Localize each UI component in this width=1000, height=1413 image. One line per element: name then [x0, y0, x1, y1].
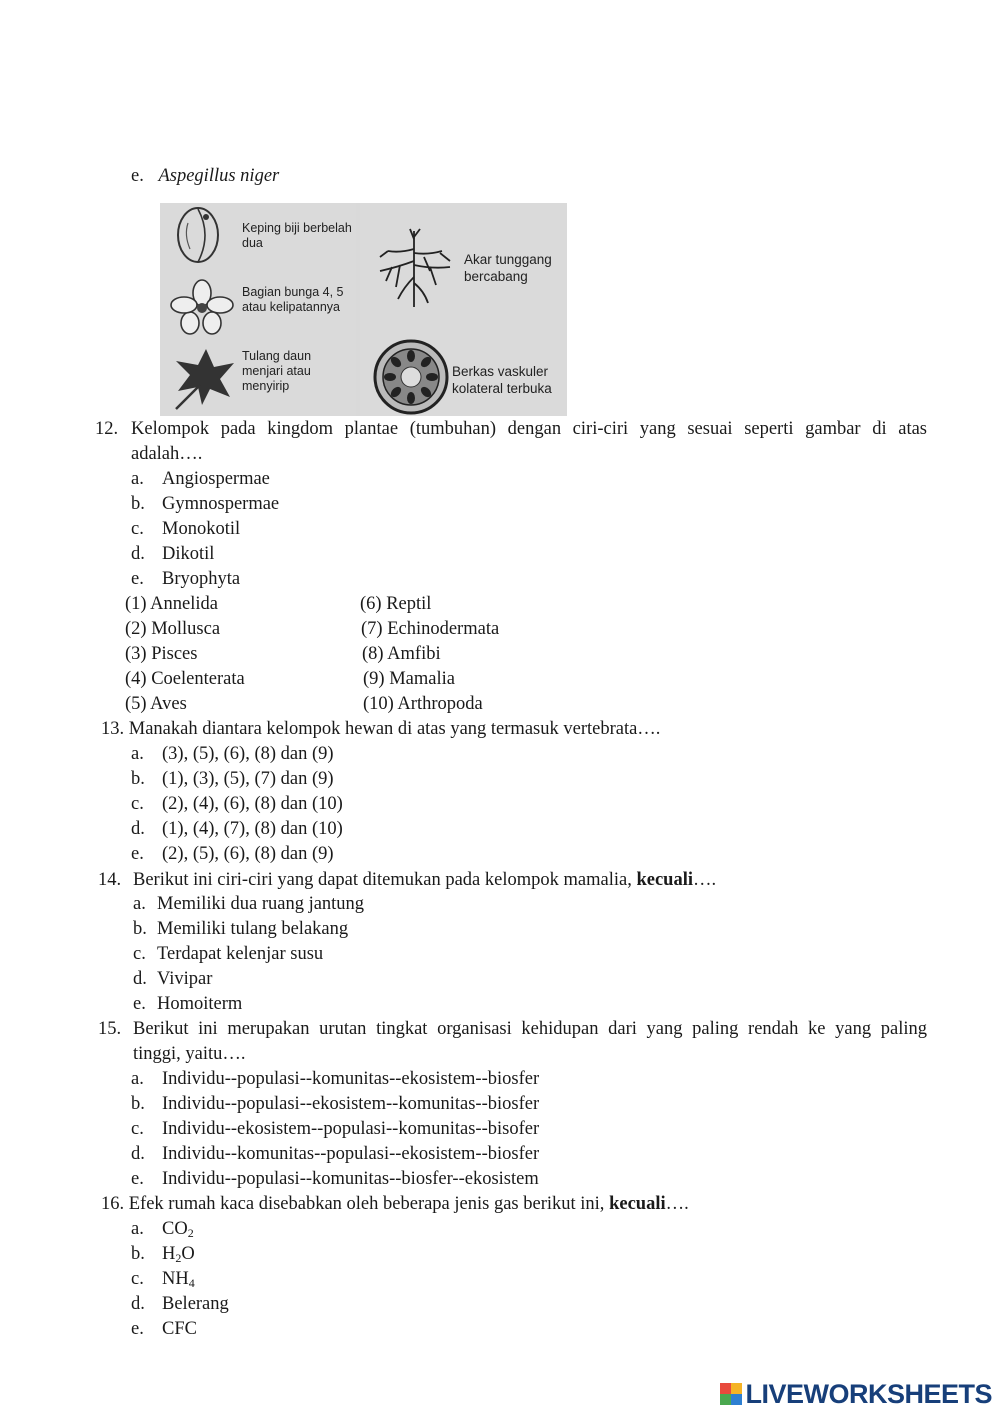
- option-text: Individu--populasi--ekosistem--komunitas--biosfer: [162, 1094, 540, 1114]
- option-letter: e.: [131, 166, 144, 186]
- option-letter: b.: [131, 769, 145, 789]
- formula-main: NH: [162, 1269, 189, 1289]
- question-text: Manakah diantara kelompok hewan di atas yang termasuk vertebrata….: [128, 719, 661, 739]
- option-letter: a.: [131, 1069, 144, 1089]
- q12-number: 12.: [95, 419, 119, 439]
- q14-option-e[interactable]: [133, 993, 243, 1015]
- q13-option-c[interactable]: [131, 793, 343, 815]
- logo-square-green: [720, 1394, 731, 1405]
- q16-option-a[interactable]: [131, 1218, 194, 1240]
- q14-option-c[interactable]: [133, 943, 324, 965]
- plant-characteristics-figure: [160, 203, 567, 416]
- animal-item: (5) Aves: [125, 694, 187, 714]
- q12-text-line1: Kelompok pada kingdom plantae (tumbuhan) dengan ciri-ciri yang sesuai seperti gambar di atas: [131, 419, 927, 439]
- option-text: [162, 1268, 195, 1290]
- animal-item: (7) Echinodermata: [361, 619, 500, 639]
- question-emphasis: kecuali: [636, 870, 693, 890]
- option-text: (1), (4), (7), (8) dan (10): [162, 819, 343, 839]
- formula-tail: O: [181, 1244, 195, 1264]
- option-letter: e.: [131, 569, 144, 589]
- q15-number: 15.: [98, 1019, 122, 1039]
- option-text: Memiliki tulang belakang: [157, 919, 349, 939]
- seed-icon: [168, 205, 236, 267]
- logo-square-yellow: [731, 1383, 742, 1394]
- q13-option-a[interactable]: [131, 743, 334, 765]
- option-text: Belerang: [162, 1294, 229, 1314]
- question-emphasis: kecuali: [609, 1194, 666, 1214]
- animal-item: (1) Annelida: [125, 594, 218, 614]
- option-letter: a.: [131, 469, 144, 489]
- prev-option-e: [131, 165, 279, 187]
- option-text: [162, 1218, 194, 1240]
- animal-item: (10) Arthropoda: [363, 694, 483, 714]
- q15-text-line2: tinggi, yaitu….: [133, 1044, 246, 1064]
- q12-option-e[interactable]: [131, 568, 241, 590]
- label-tulang-daun: Tulang daun menjari atau menyirip: [242, 349, 312, 393]
- option-letter: c.: [131, 1119, 144, 1139]
- option-text: [162, 1243, 195, 1265]
- animal-item: (6) Reptil: [360, 594, 432, 614]
- q15-option-c[interactable]: [131, 1118, 540, 1140]
- formula-subscript: 2: [175, 1251, 182, 1265]
- label-keping-biji: Keping biji berbelah dua: [242, 221, 352, 250]
- logo-square-blue: [731, 1394, 742, 1405]
- option-letter: d.: [131, 1294, 145, 1314]
- option-text: Angiospermae: [162, 469, 270, 489]
- option-text: Gymnospermae: [162, 494, 280, 514]
- q15-option-d[interactable]: [131, 1143, 540, 1165]
- q13-option-d[interactable]: [131, 818, 343, 840]
- q12-option-a[interactable]: [131, 468, 270, 490]
- q13-option-e[interactable]: [131, 843, 334, 865]
- question-number: 16.: [101, 1194, 125, 1214]
- question-ellipsis: ….: [665, 1194, 689, 1214]
- option-text: Monokotil: [162, 519, 241, 539]
- option-letter: b.: [131, 1244, 145, 1264]
- label-bagian-bunga: Bagian bunga 4, 5 atau kelipatannya: [242, 285, 344, 314]
- option-letter: e.: [131, 1169, 144, 1189]
- option-letter: b.: [131, 494, 145, 514]
- logo-square-red: [720, 1383, 731, 1394]
- question-text: Berikut ini ciri-ciri yang dapat ditemukan pada kelompok mamalia,: [133, 870, 637, 890]
- option-letter: d.: [131, 819, 145, 839]
- option-text: Individu--populasi--komunitas--biosfer--ekosistem: [162, 1169, 539, 1189]
- option-letter: d.: [133, 969, 147, 989]
- option-text: Individu--komunitas--populasi--ekosistem--biosfer: [162, 1144, 540, 1164]
- option-letter: c.: [133, 944, 146, 964]
- animal-item: (3) Pisces: [125, 644, 198, 664]
- option-letter: a.: [131, 744, 144, 764]
- option-text: Homoiterm: [157, 994, 243, 1014]
- formula-subscript: 4: [188, 1276, 195, 1290]
- q16-option-b[interactable]: [131, 1243, 195, 1265]
- q16-option-e[interactable]: [131, 1318, 197, 1340]
- q14-option-d[interactable]: [133, 968, 213, 990]
- option-text: Aspegillus niger: [158, 166, 280, 186]
- formula-subscript: 2: [187, 1226, 194, 1240]
- q14-option-b[interactable]: [133, 918, 349, 940]
- q14-option-a[interactable]: [133, 893, 365, 915]
- q14-text: [133, 869, 716, 891]
- option-letter: c.: [131, 1269, 144, 1289]
- question-text: Efek rumah kaca disebabkan oleh beberapa jenis gas berikut ini,: [128, 1194, 610, 1214]
- question-ellipsis: ….: [693, 870, 717, 890]
- question-number: 13.: [101, 719, 125, 739]
- q12-option-c[interactable]: [131, 518, 241, 540]
- option-text: Individu--populasi--komunitas--ekosistem--biosfer: [162, 1069, 540, 1089]
- option-letter: c.: [131, 794, 144, 814]
- flower-icon: [170, 279, 234, 335]
- formula-main: CO: [162, 1219, 188, 1239]
- q15-text-line1: Berikut ini merupakan urutan tingkat organisasi kehidupan dari yang paling rendah ke yang paling: [133, 1019, 927, 1039]
- leaf-icon: [170, 343, 240, 413]
- q13-question: [101, 718, 660, 740]
- option-letter: b.: [131, 1094, 145, 1114]
- q16-question: [101, 1193, 689, 1215]
- q13-option-b[interactable]: [131, 768, 334, 790]
- liveworksheets-logo[interactable]: [720, 1380, 992, 1408]
- figure-right-panel: [360, 203, 567, 416]
- q12-option-b[interactable]: [131, 493, 280, 515]
- option-text: Terdapat kelenjar susu: [157, 944, 324, 964]
- option-text: Individu--ekosistem--populasi--komunitas--bisofer: [162, 1119, 540, 1139]
- q12-text-line2: adalah….: [131, 444, 203, 464]
- vascular-bundle-icon: [368, 337, 454, 417]
- animal-item: (8) Amfibi: [362, 644, 441, 664]
- option-text: (1), (3), (5), (7) dan (9): [162, 769, 334, 789]
- option-text: Dikotil: [162, 544, 215, 564]
- q15-option-e[interactable]: [131, 1168, 539, 1190]
- q16-option-c[interactable]: [131, 1268, 195, 1290]
- option-text: (3), (5), (6), (8) dan (9): [162, 744, 334, 764]
- animal-item: (2) Mollusca: [125, 619, 221, 639]
- label-akar-tunggang: Akar tunggang bercabang: [464, 252, 552, 284]
- formula-main: H: [162, 1244, 176, 1264]
- option-letter: d.: [131, 544, 145, 564]
- option-letter: d.: [131, 1144, 145, 1164]
- option-letter: b.: [133, 919, 147, 939]
- figure-left-panel: [160, 203, 356, 416]
- animal-item: (9) Mamalia: [363, 669, 455, 689]
- q15-option-b[interactable]: [131, 1093, 540, 1115]
- q15-option-a[interactable]: [131, 1068, 540, 1090]
- option-text: Vivipar: [157, 969, 213, 989]
- option-letter: e.: [131, 844, 144, 864]
- label-berkas-vaskuler: Berkas vaskuler kolateral terbuka: [452, 364, 552, 396]
- option-letter: e.: [131, 1319, 144, 1339]
- option-letter: c.: [131, 519, 144, 539]
- animal-item: (4) Coelenterata: [125, 669, 245, 689]
- logo-mark-icon: [720, 1383, 742, 1405]
- option-text: (2), (5), (6), (8) dan (9): [162, 844, 334, 864]
- q14-number: 14.: [98, 870, 122, 890]
- option-letter: a.: [133, 894, 146, 914]
- q16-option-d[interactable]: [131, 1293, 229, 1315]
- q12-option-d[interactable]: [131, 543, 215, 565]
- option-text: CFC: [162, 1319, 197, 1339]
- option-text: Bryophyta: [162, 569, 241, 589]
- option-letter: a.: [131, 1219, 144, 1239]
- option-text: Memiliki dua ruang jantung: [157, 894, 365, 914]
- logo-text: LIVEWORKSHEETS: [745, 1378, 992, 1409]
- option-text: (2), (4), (6), (8) dan (10): [162, 794, 343, 814]
- option-letter: e.: [133, 994, 146, 1014]
- taproot-icon: [370, 227, 458, 313]
